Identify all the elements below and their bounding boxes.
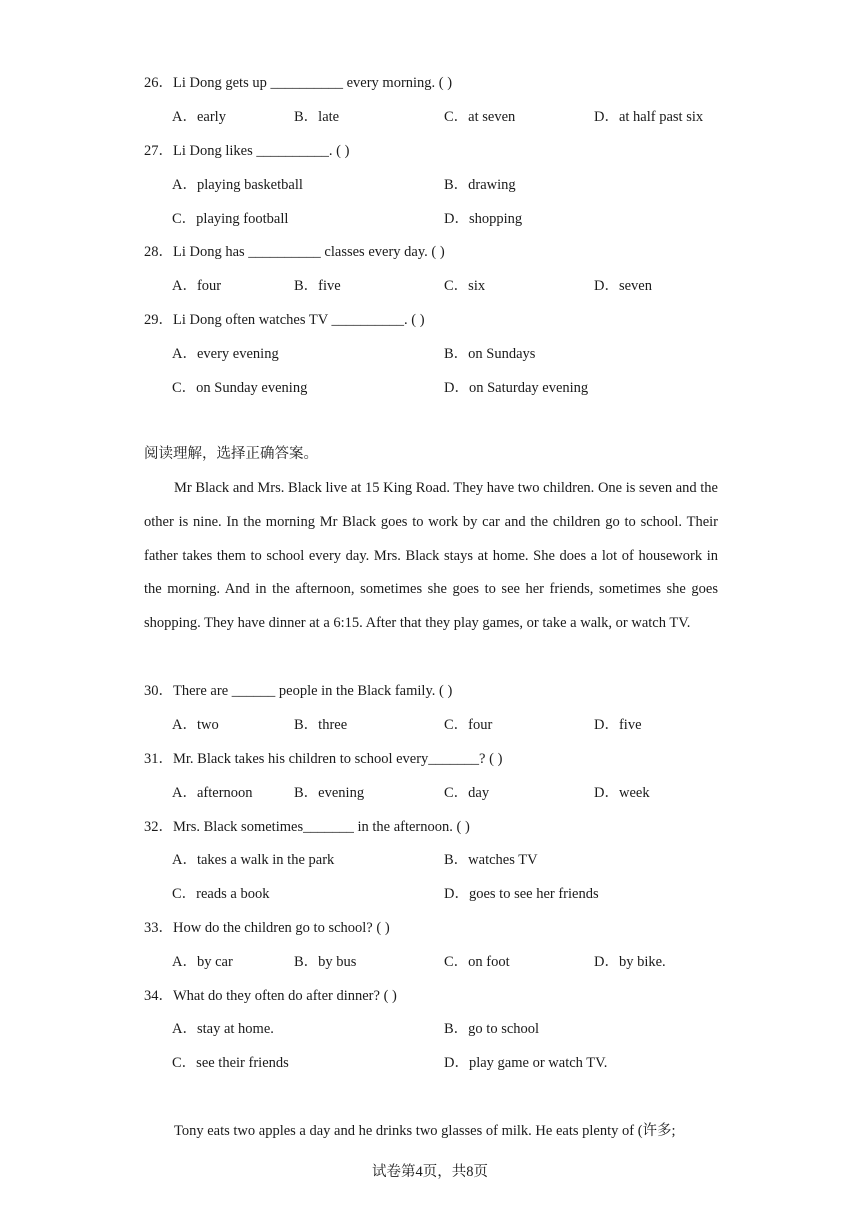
- option-c[interactable]: C．reads a book: [172, 886, 270, 902]
- question-34: 34．What do they often do after dinner? ( ): [144, 988, 397, 1004]
- question-stem: Li Dong likes __________. ( ): [173, 143, 350, 159]
- passage-text: Mr Black and Mrs. Black live at 15 King Road. They have two children. One is seven and the other is nine. In the morning Mr Black goes to work by car and the children go to school. Their father takes them to school every day. Mrs. Black stays at home. She does a lot of housework in the morning. And in the afternoon, sometimes she goes to see her friends, sometimes she goes shopping. They have dinner at a 6:15. After that they play games, or take a walk, or watch TV.: [144, 480, 718, 632]
- question-31: 31．Mr. Black takes his children to school every_______? ( ): [144, 751, 503, 767]
- option-c[interactable]: C．on foot: [444, 954, 510, 970]
- question-stem: Mr. Black takes his children to school every_______? ( ): [173, 751, 503, 767]
- question-stem: Li Dong gets up __________ every morning. ( ): [173, 75, 453, 91]
- option-d[interactable]: D．at half past six: [594, 109, 704, 125]
- option-b[interactable]: B．by bus: [294, 954, 357, 970]
- option-c[interactable]: C．six: [444, 278, 486, 294]
- option-a[interactable]: A．playing basketball: [172, 177, 303, 193]
- option-a[interactable]: A．every evening: [172, 346, 279, 362]
- reading-passage: [144, 472, 718, 641]
- option-b[interactable]: B．go to school: [444, 1021, 540, 1037]
- option-a[interactable]: A．takes a walk in the park: [172, 852, 335, 868]
- option-c[interactable]: C．four: [444, 717, 493, 733]
- question-27: 27．Li Dong likes __________. ( ): [144, 143, 350, 159]
- option-b[interactable]: B．drawing: [444, 177, 516, 193]
- option-c[interactable]: C．day: [444, 785, 490, 801]
- option-a[interactable]: A．stay at home.: [172, 1021, 274, 1037]
- question-26: 26．Li Dong gets up __________ every morning. ( ): [144, 75, 453, 91]
- section-heading: 阅读理解，选择正确答案。: [144, 446, 318, 462]
- option-b[interactable]: B．evening: [294, 785, 365, 801]
- question-stem: There are ______ people in the Black family. ( ): [173, 683, 453, 699]
- option-b[interactable]: B．three: [294, 717, 348, 733]
- question-33: 33．How do the children go to school? ( ): [144, 920, 390, 936]
- option-d[interactable]: D．by bike.: [594, 954, 666, 970]
- option-b[interactable]: B．late: [294, 109, 340, 125]
- option-c[interactable]: C．see their friends: [172, 1055, 289, 1071]
- question-32: 32．Mrs. Black sometimes_______ in the afternoon. ( ): [144, 819, 470, 835]
- page-footer: 试卷第4页，共8页: [372, 1164, 488, 1180]
- option-a[interactable]: A．by car: [172, 954, 233, 970]
- option-a[interactable]: A．early: [172, 109, 226, 125]
- option-d[interactable]: D．goes to see her friends: [444, 886, 599, 902]
- option-b[interactable]: B．five: [294, 278, 341, 294]
- question-stem: How do the children go to school? ( ): [173, 920, 390, 936]
- question-stem: Li Dong often watches TV __________. ( ): [173, 312, 425, 328]
- question-stem: What do they often do after dinner? ( ): [173, 988, 397, 1004]
- option-c[interactable]: C．at seven: [444, 109, 516, 125]
- option-a[interactable]: A．afternoon: [172, 785, 253, 801]
- option-b[interactable]: B．watches TV: [444, 852, 538, 868]
- option-d[interactable]: D．seven: [594, 278, 652, 294]
- question-29: 29．Li Dong often watches TV __________. ( ): [144, 312, 425, 328]
- option-d[interactable]: D．on Saturday evening: [444, 380, 589, 396]
- question-stem: Li Dong has __________ classes every day. ( ): [173, 244, 445, 260]
- option-c[interactable]: C．on Sunday evening: [172, 380, 308, 396]
- option-d[interactable]: D．week: [594, 785, 650, 801]
- next-passage-start: Tony eats two apples a day and he drinks two glasses of milk. He eats plenty of (许多;: [174, 1123, 676, 1139]
- option-c[interactable]: C．playing football: [172, 211, 289, 227]
- question-28: 28．Li Dong has __________ classes every day. ( ): [144, 244, 445, 260]
- option-d[interactable]: D．play game or watch TV.: [444, 1055, 608, 1071]
- question-30: 30．There are ______ people in the Black family. ( ): [144, 683, 453, 699]
- question-stem: Mrs. Black sometimes_______ in the afternoon. ( ): [173, 819, 470, 835]
- option-a[interactable]: A．four: [172, 278, 222, 294]
- option-d[interactable]: D．shopping: [444, 211, 523, 227]
- option-d[interactable]: D．five: [594, 717, 642, 733]
- option-b[interactable]: B．on Sundays: [444, 346, 536, 362]
- option-a[interactable]: A．two: [172, 717, 219, 733]
